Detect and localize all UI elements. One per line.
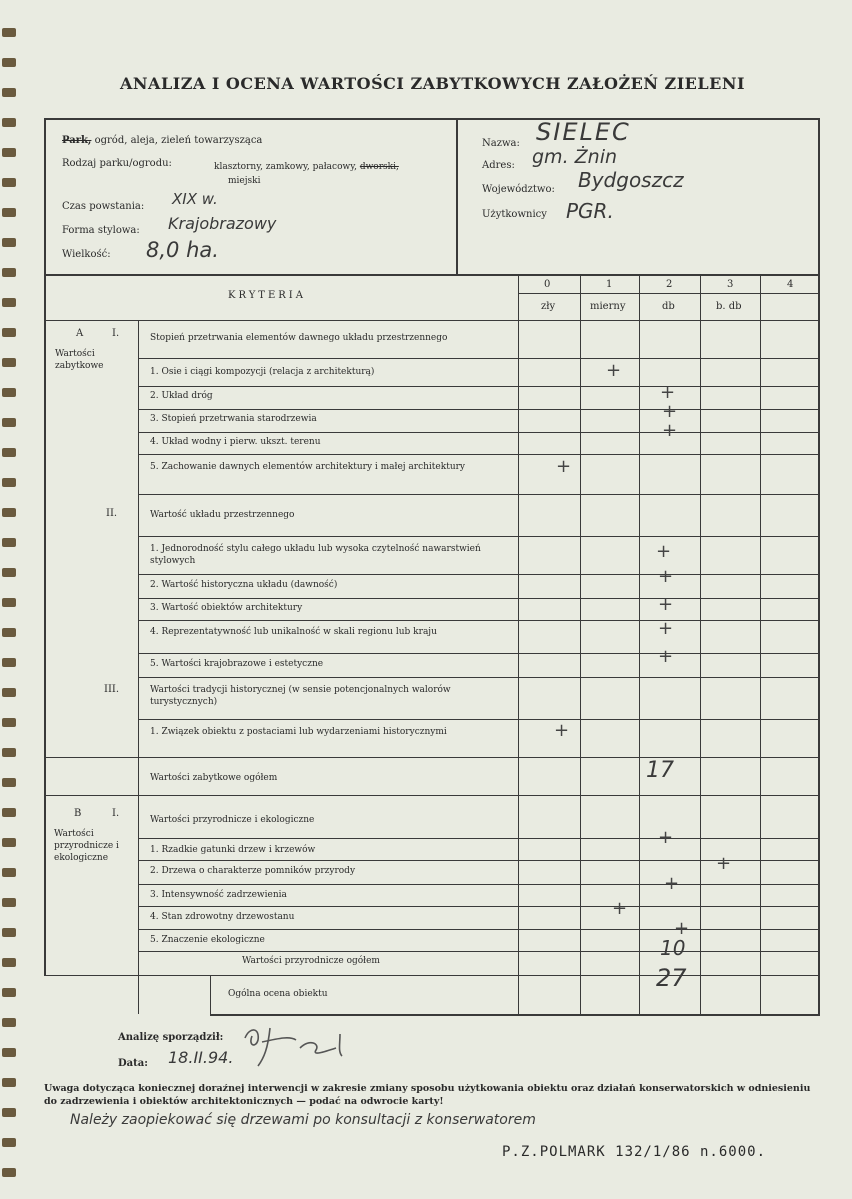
section-b-letter: B bbox=[74, 808, 82, 819]
plus-mark: + bbox=[658, 618, 674, 639]
plus-mark: + bbox=[662, 401, 678, 422]
row-line bbox=[138, 454, 820, 455]
overall-label: Ogólna ocena obiektu bbox=[228, 989, 328, 999]
size-value: 8,0 ha. bbox=[146, 238, 219, 262]
plus-mark: + bbox=[664, 873, 680, 894]
row-label: 2. Wartość historyczna układu (dawność) bbox=[150, 580, 338, 590]
score-2: 2 bbox=[666, 279, 673, 290]
row-label: 3. Stopień przetrwania starodrzewia bbox=[150, 414, 317, 424]
plus-mark: + bbox=[674, 918, 690, 939]
name-label: Nazwa: bbox=[482, 138, 520, 149]
row-label: 5. Wartości krajobrazowe i estetyczne bbox=[150, 659, 324, 669]
section-a-total-value: 17 bbox=[646, 758, 674, 783]
score-4: 4 bbox=[787, 279, 794, 290]
spiral-binding bbox=[0, 0, 22, 1199]
score-name-0: zły bbox=[541, 301, 556, 312]
prepared-label: Analizę sporządził: bbox=[118, 1032, 224, 1043]
plus-mark: + bbox=[554, 720, 570, 741]
row-line bbox=[138, 432, 820, 433]
users-value: PGR. bbox=[566, 199, 614, 223]
row-label: 3. Intensywność zadrzewienia bbox=[150, 890, 287, 900]
group-title-3: Wartości tradycji historycznej (w sensie potencjonalnych walorów turystycznych) bbox=[150, 685, 451, 707]
outer-top bbox=[44, 118, 820, 120]
score-3: 3 bbox=[727, 279, 734, 290]
voivodeship-label: Województwo: bbox=[482, 184, 555, 195]
section-a-total-label: Wartości zabytkowe ogółem bbox=[150, 773, 278, 783]
row-label: 4. Stan zdrowotny drzewostanu bbox=[150, 912, 295, 922]
row-line bbox=[138, 906, 820, 907]
row-line bbox=[138, 358, 820, 359]
plus-mark: + bbox=[660, 382, 676, 403]
row-label: 1. Osie i ciągi kompozycji (relacja z architekturą) bbox=[150, 367, 375, 377]
group-roman-3: III. bbox=[104, 684, 120, 695]
row-label: 1. Związek obiektu z postaciami lub wydarzeniami historycznymi bbox=[150, 727, 447, 737]
date-value: 18.II.94. bbox=[168, 1048, 234, 1067]
kind-options-a: klasztorny, zamkowy, pałacowy, bbox=[214, 162, 357, 172]
date-label: Data: bbox=[118, 1058, 148, 1069]
signature-icon bbox=[240, 1018, 360, 1068]
section-a-roman: I. bbox=[112, 328, 120, 339]
row-line bbox=[138, 574, 820, 575]
section-b-roman: I. bbox=[112, 808, 120, 819]
type-rest: ogród, aleja, zieleń towarzysząca bbox=[91, 135, 263, 146]
row-line bbox=[138, 719, 820, 720]
plus-mark: + bbox=[658, 594, 674, 615]
users-label: Użytkownicy bbox=[482, 209, 547, 220]
score-name-1: mierny bbox=[590, 301, 626, 312]
kind-options-b: miejski bbox=[228, 176, 261, 186]
plus-mark: + bbox=[658, 566, 674, 587]
plus-mark: + bbox=[662, 420, 678, 441]
style-value: Krajobrazowy bbox=[168, 214, 277, 233]
type-struck: Park, bbox=[62, 135, 92, 146]
group-title-2: Wartość układu przestrzennego bbox=[150, 510, 295, 520]
style-label: Forma stylowa: bbox=[62, 225, 140, 236]
section-b-name: Wartości przyrodnicze i ekologiczne bbox=[54, 829, 119, 863]
row-line bbox=[138, 677, 820, 678]
plus-mark: + bbox=[658, 646, 674, 667]
row-line bbox=[44, 757, 820, 758]
section-a-name: Wartości zabytkowe bbox=[55, 349, 104, 371]
row-line bbox=[138, 494, 820, 495]
form-title: ANALIZA I OCENA WARTOŚCI ZABYTKOWYCH ZAŁOŻEŃ ZIELENI bbox=[120, 74, 745, 93]
row-line bbox=[138, 386, 820, 387]
row-line bbox=[138, 409, 820, 410]
row-line bbox=[138, 598, 820, 599]
row-line bbox=[138, 620, 820, 621]
score-name-3: b. db bbox=[716, 301, 742, 312]
group-roman-2: II. bbox=[106, 508, 118, 519]
footer-code: P.Z.POLMARK 132/1/86 n.6000. bbox=[502, 1144, 767, 1160]
outer-bottom bbox=[210, 1014, 820, 1016]
kind-options-struck: dworski, bbox=[359, 162, 399, 172]
section-a-letter: A bbox=[76, 328, 84, 339]
score-name-2: db bbox=[662, 301, 675, 312]
section-b-total-value: 10 bbox=[660, 936, 686, 960]
plus-mark: + bbox=[612, 898, 628, 919]
criteria-header-bottom bbox=[44, 320, 820, 321]
overall-value: 27 bbox=[656, 964, 687, 992]
address-value: gm. Żnin bbox=[532, 146, 618, 168]
group-title-1: Stopień przetrwania elementów dawnego układu przestrzennego bbox=[150, 333, 448, 343]
row-label: 2. Układ dróg bbox=[150, 391, 213, 401]
period-label: Czas powstania: bbox=[62, 201, 145, 212]
plus-mark: + bbox=[716, 853, 732, 874]
plus-mark: + bbox=[556, 456, 572, 477]
outer-left bbox=[44, 118, 46, 976]
score-1: 1 bbox=[606, 279, 613, 290]
criteria-label: KRYTERIA bbox=[228, 290, 306, 301]
header-divider bbox=[456, 118, 458, 274]
row-label: 2. Drzewa o charakterze pomników przyrody bbox=[150, 866, 356, 876]
section-col-line bbox=[138, 320, 139, 1014]
score-0: 0 bbox=[544, 279, 551, 290]
plus-mark: + bbox=[656, 541, 672, 562]
kind-options bbox=[214, 162, 399, 172]
name-value: SIELEC bbox=[536, 118, 631, 146]
plus-mark: + bbox=[658, 827, 674, 848]
row-label: 3. Wartość obiektów architektury bbox=[150, 603, 303, 613]
period-value: XIX w. bbox=[172, 190, 218, 208]
kind-label: Rodzaj parku/ogrodu: bbox=[62, 158, 172, 169]
row-label: 5. Znaczenie ekologiczne bbox=[150, 935, 265, 945]
row-label: 5. Zachowanie dawnych elementów architektury i małej architektury bbox=[150, 462, 466, 472]
row-line bbox=[138, 884, 820, 885]
row-line bbox=[138, 653, 820, 654]
row-label: 4. Reprezentatywność lub unikalność w skali regionu lub kraju bbox=[150, 627, 437, 637]
plus-mark: + bbox=[606, 360, 622, 381]
row-line bbox=[138, 951, 820, 952]
row-label: 4. Układ wodny i pierw. ukszt. terenu bbox=[150, 437, 321, 447]
intervention-note: Uwaga dotycząca koniecznej doraźnej interwencji w zakresie zmiany sposobu użytkowania obiektu oraz działań konserwatorskich w odniesieniu do zadrzewienia i obiektów architektonicznych — podać na odwrocie karty! bbox=[44, 1083, 811, 1107]
handwritten-note: Należy zaopiekować się drzewami po konsultacji z konserwatorem bbox=[70, 1112, 536, 1128]
row-label: 1. Rzadkie gatunki drzew i krzewów bbox=[150, 845, 316, 855]
criteria-sub-line bbox=[518, 293, 820, 294]
address-label: Adres: bbox=[482, 160, 515, 171]
header-bottom bbox=[44, 274, 820, 276]
row-line bbox=[138, 929, 820, 930]
row-label: 1. Jednorodność stylu całego układu lub wysoka czytelność nawarstwień stylowych bbox=[150, 544, 481, 566]
size-label: Wielkość: bbox=[62, 249, 111, 260]
section-b-group-title: Wartości przyrodnicze i ekologiczne bbox=[150, 815, 315, 825]
row-line bbox=[44, 795, 820, 796]
voivodeship-value: Bydgoszcz bbox=[578, 168, 684, 192]
type-line bbox=[62, 135, 262, 146]
overall-left bbox=[210, 975, 211, 1015]
outer-right bbox=[818, 118, 820, 1016]
row-line bbox=[44, 975, 820, 976]
row-line bbox=[138, 536, 820, 537]
row-line bbox=[138, 838, 820, 839]
section-b-total-label: Wartości przyrodnicze ogółem bbox=[242, 956, 380, 966]
